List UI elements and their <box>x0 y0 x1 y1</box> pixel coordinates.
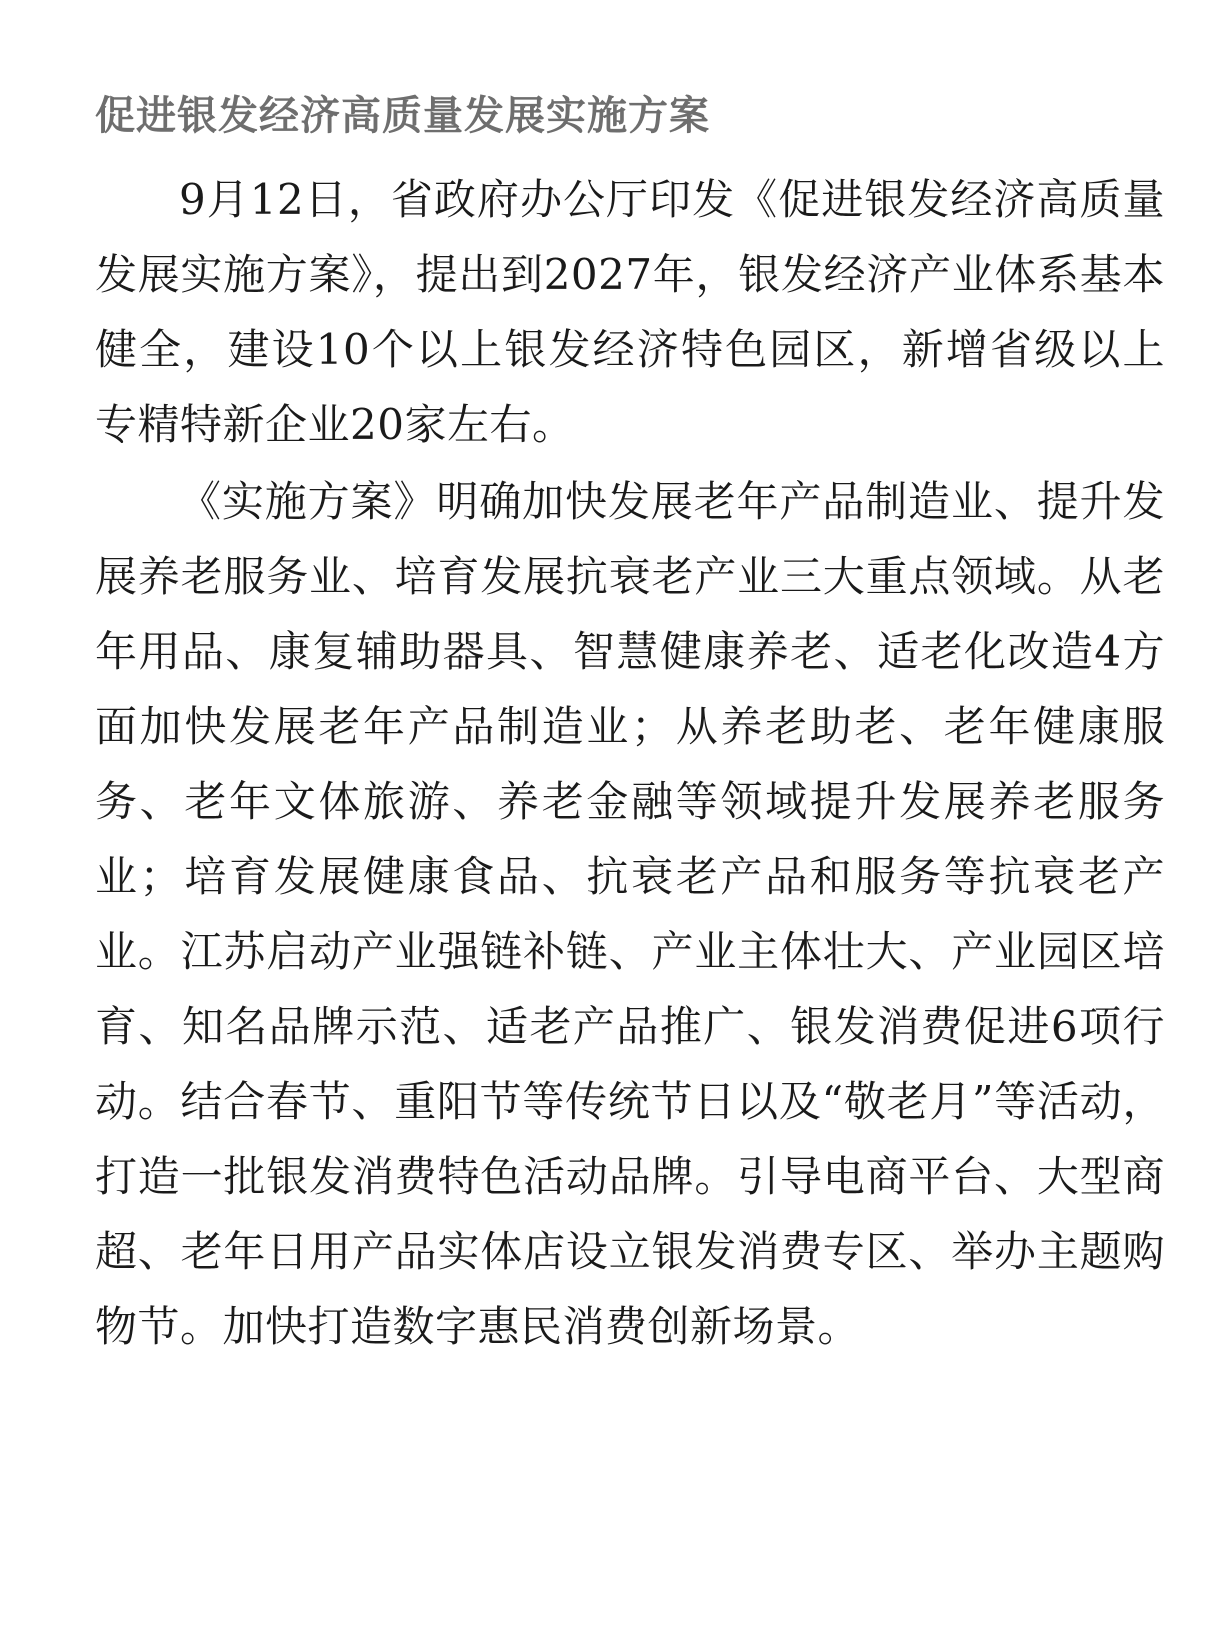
article-title: 促进银发经济高质量发展实施方案 <box>95 93 710 139</box>
article-paragraph-1: 9月12日，省政府办公厅印发《促进银发经济高质量发展实施方案》，提出到2027年，银发经济产业体系基本健全，建设10个以上银发经济特色园区，新增省级以上专精特新企业20家左右。 <box>95 175 1165 449</box>
article-paragraph-2: 《实施方案》明确加快发展老年产品制造业、提升发展养老服务业、培育发展抗衰老产业三大重点领域。从老年用品、康复辅助器具、智慧健康养老、适老化改造4方面加快发展老年产品制造业；从养老助老、老年健康服务、老年文体旅游、养老金融等领域提升发展养老服务业；培育发展健康食品、抗衰老产品和服务等抗衰老产业。江苏启动产业强链补链、产业主体壮大、产业园区培育、知名品牌示范、适老产品推广、银发消费促进6项行动。结合春节、重阳节等传统节日以及“敬老月”等活动，打造一批银发消费特色活动品牌。引导电商平台、大型商超、老年日用产品实体店设立银发消费专区、举办主题购物节。加快打造数字惠民消费创新场景。 <box>95 477 1165 1351</box>
document-page <box>95 80 1165 1364</box>
